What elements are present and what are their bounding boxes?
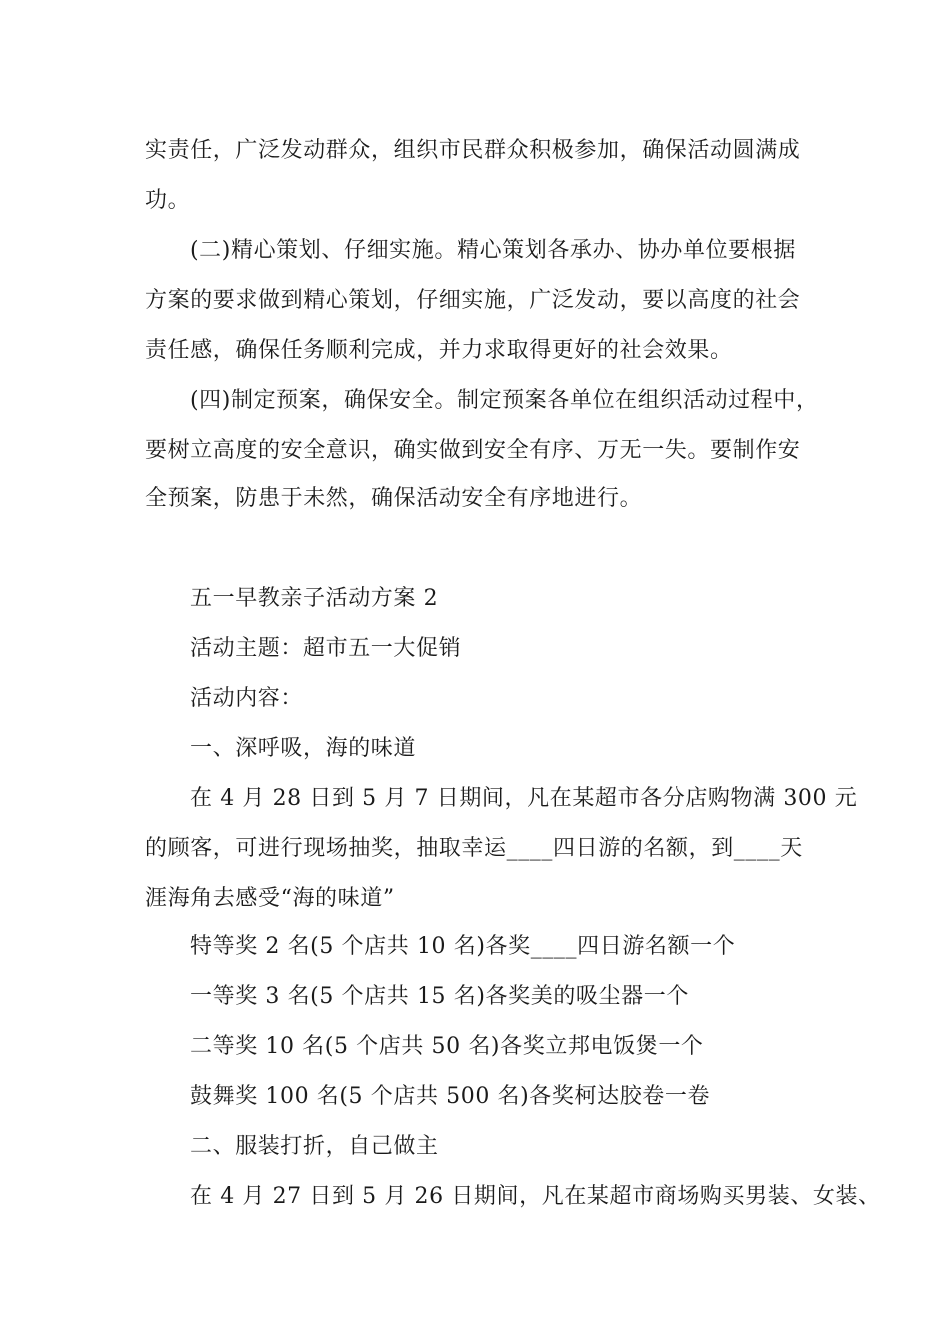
prize-line: 特等奖 2 名(5 个店共 10 名)各奖____四日游名额一个 <box>190 934 736 959</box>
paragraph-line: 要树立高度的安全意识，确实做到安全有序、万无一失。要制作安 <box>145 438 801 463</box>
paragraph-line: 责任感，确保任务顺利完成，并力求取得更好的社会效果。 <box>145 338 733 363</box>
paragraph-line: 实责任，广泛发动群众，组织市民群众积极参加，确保活动圆满成 <box>145 138 801 163</box>
paragraph-line: (四)制定预案，确保安全。制定预案各单位在组织活动过程中， <box>190 388 819 413</box>
prize-line: 二等奖 10 名(5 个店共 50 名)各奖立邦电饭煲一个 <box>190 1034 704 1059</box>
section-title: 五一早教亲子活动方案 2 <box>190 586 439 611</box>
paragraph-line: 的顾客，可进行现场抽奖，抽取幸运____四日游的名额，到____天 <box>145 836 803 861</box>
paragraph-line: 全预案，防患于未然，确保活动安全有序地进行。 <box>145 486 643 511</box>
subsection-heading: 二、服装打折，自己做主 <box>190 1134 439 1159</box>
paragraph-line: 涯海角去感受“海的味道” <box>145 886 395 911</box>
subsection-heading: 一、深呼吸，海的味道 <box>190 736 417 761</box>
prize-line: 一等奖 3 名(5 个店共 15 名)各奖美的吸尘器一个 <box>190 984 689 1009</box>
paragraph-line: (二)精心策划、仔细实施。精心策划各承办、协办单位要根据 <box>190 238 796 263</box>
paragraph-line: 方案的要求做到精心策划，仔细实施，广泛发动，要以高度的社会 <box>145 288 801 313</box>
activity-theme: 活动主题：超市五一大促销 <box>190 636 462 661</box>
paragraph-line: 在 4 月 27 日到 5 月 26 日期间，凡在某超市商场购买男装、女装、 <box>190 1184 881 1209</box>
activity-content-label: 活动内容： <box>190 686 304 711</box>
paragraph-line: 在 4 月 28 日到 5 月 7 日期间，凡在某超市各分店购物满 300 元 <box>190 786 858 811</box>
prize-line: 鼓舞奖 100 名(5 个店共 500 名)各奖柯达胶卷一卷 <box>190 1084 711 1109</box>
paragraph-line: 功。 <box>145 188 191 213</box>
